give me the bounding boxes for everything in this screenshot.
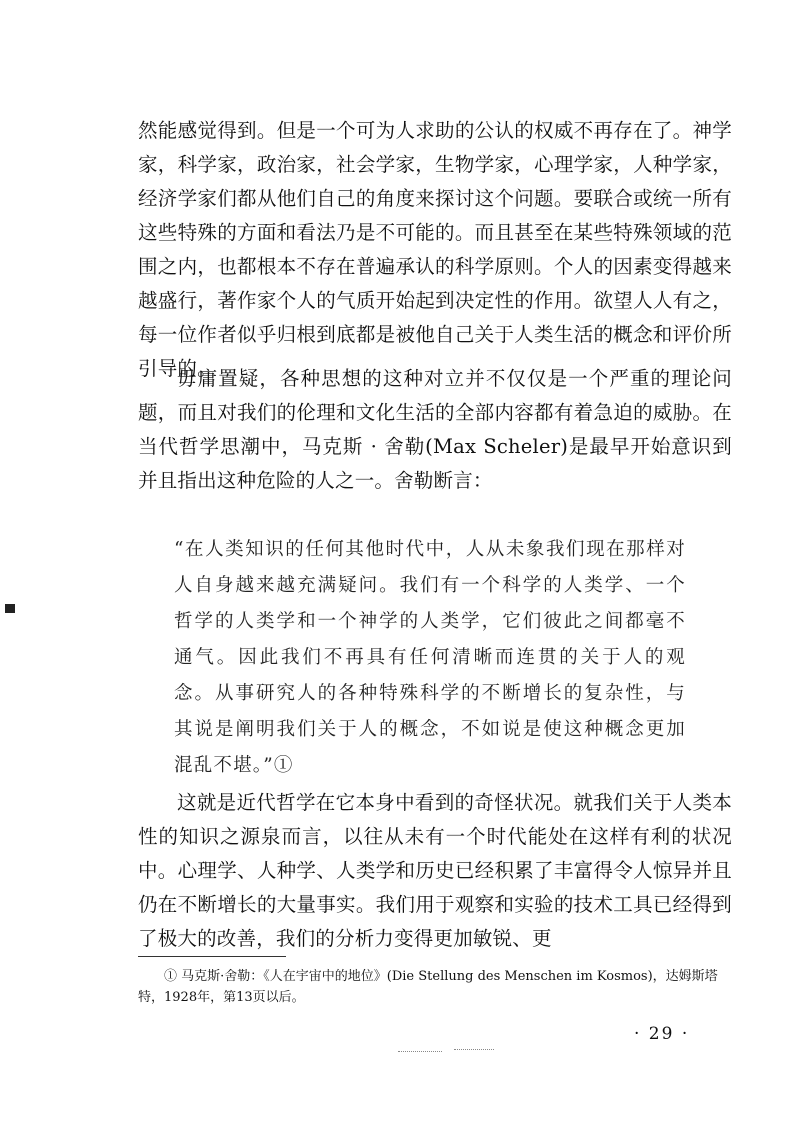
paragraph-2: 毋庸置疑，各种思想的这种对立并不仅仅是一个严重的理论问题，而且对我们的伦理和文化生活的全部内容都有着急迫的威胁。在当代哲学思潮中，马克斯 · 舍勒(Max Scheler)是最早开始意识到并且指出这种危险的人之一。舍勒断言： — [138, 367, 732, 492]
footnote: ① 马克斯·舍勒：《人在宇宙中的地位》(Die Stellung des Menschen im Kosmos)，达姆斯塔特，1928年，第13页以后。 — [138, 969, 718, 1005]
scan-noise-1 — [398, 1051, 442, 1052]
scan-speck — [5, 604, 15, 613]
scan-noise-2 — [454, 1049, 494, 1050]
paragraph-3: 这就是近代哲学在它本身中看到的奇怪状况。就我们关于人类本性的知识之源泉而言，以往从未有一个时代能处在这样有利的状况中。心理学、人种学、人类学和历史已经积累了丰富得令人惊异并且仍在不断增长的大量事实。我们用于观察和实验的技术工具已经得到了极大的改善，我们的分析力变得更加敏锐、更 — [138, 791, 732, 950]
paragraph-1: 然能感觉得到。但是一个可为人求助的公认的权威不再存在了。神学家，科学家，政治家，社会学家，生物学家，心理学家，人种学家，经济学家们都从他们自己的角度来探讨这个问题。要联合或统一所有这些特殊的方面和看法乃是不可能的。而且甚至在某些特殊领域的范围之内，也都根本不存在普遍承认的科学原则。个人的因素变得越来越盛行，著作家个人的气质开始起到决定性的作用。欲望人人有之，每一位作者似乎归根到底都是被他自己关于人类生活的概念和评价所引导的。 — [138, 119, 732, 380]
block-quote: “在人类知识的任何其他时代中，人从未象我们现在那样对人自身越来越充满疑问。我们有一个科学的人类学、一个哲学的人类学和一个神学的人类学，它们彼此之间都毫不通气。因此我们不再具有任何清晰而连贯的关于人的观念。从事研究人的各种特殊科学的不断增长的复杂性，与其说是阐明我们关于人的概念，不如说是使这种概念更加混乱不堪。”① — [174, 539, 686, 776]
page-number: · 29 · — [634, 1024, 690, 1044]
footnote-divider — [138, 956, 286, 957]
